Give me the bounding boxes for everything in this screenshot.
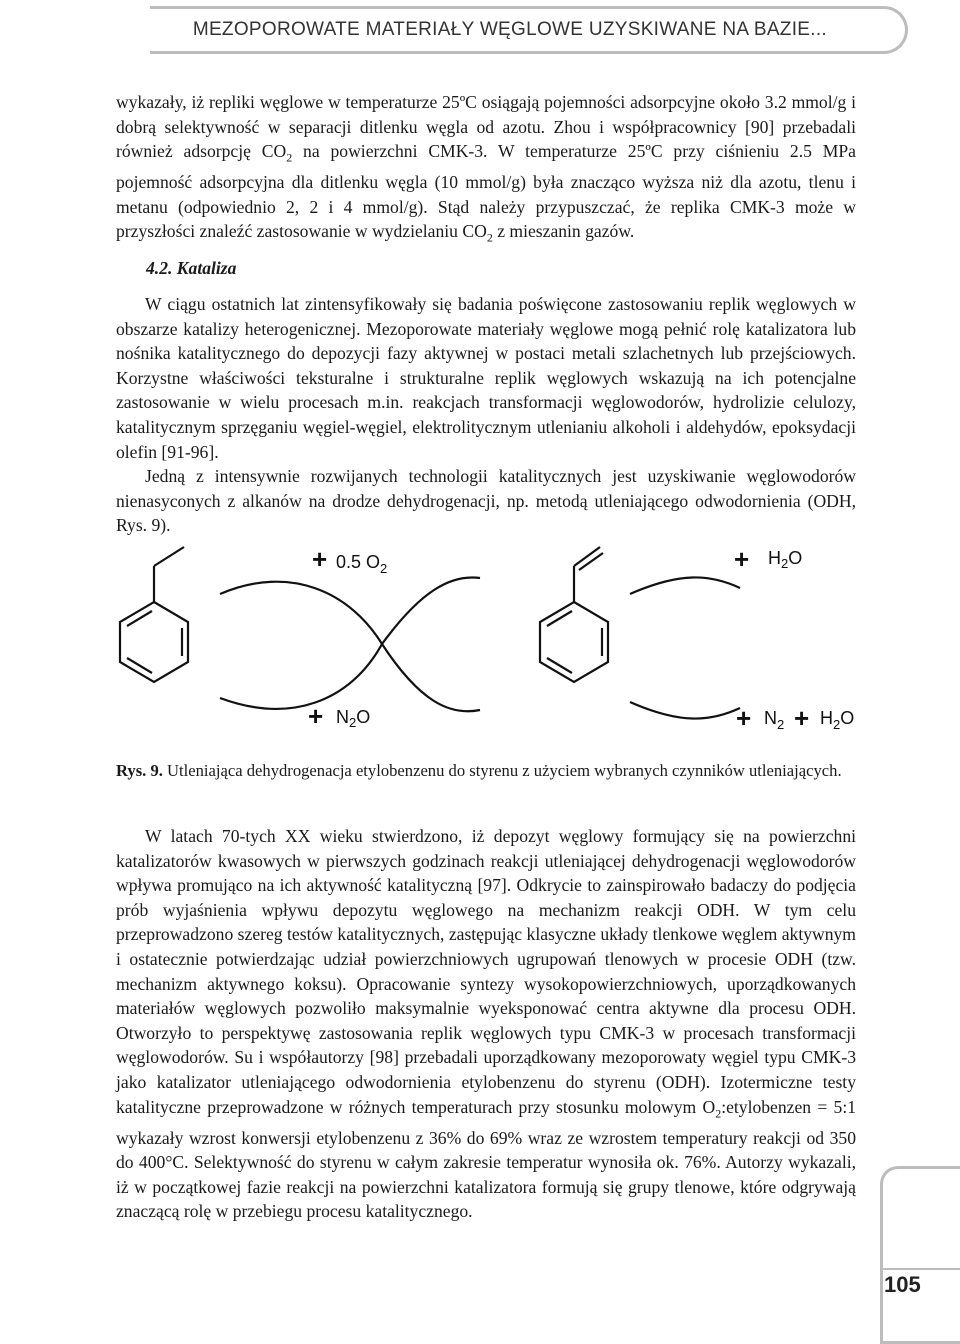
para4-text-a: W latach 70-tych XX wieku stwierdzono, iż depozyt węglowy formujący się na powierzchni katalizatorów kwasowych w pierwszych godzinach reakcji utleniającej dehydrogenacji węglowodorów wpływa promująco na ich aktywność katalityczną [97]. Odkrycie to zainspirowało badaczy do podjęcia prób wyjaśnienia wpływu depozytu węglowego na mechanizm reakcji ODH. W tym celu przeprowadzono szereg testów katalitycznych, zastępując klasyczne układy tlenkowe węglem aktywnym i ostatecznie potwierdzając udział powierzchniowych ugrupowań tlenowych w procesie ODH (tzw. mechanizm aktywnego koksu). Opracowanie syntezy wysokopowierzchniowych, uporządkowanych materiałów węglowych pozwoliło maksymalnie wyeksponować centra aktywne dla procesu ODH. Otworzyło to perspektywę zastosowania replik węglowych typu CMK-3 w procesach transformacji węglowodorów. Su i współautorzy [98] przebadali uporządkowany mezoporowaty węgiel typu CMK-3 jako katalizator utleniającego odwodornienia etylobenzenu do styrenu (ODH). Izotermiczne testy katalityczne przeprowadzone w różnych temperaturach przy stosunku molowym O	[116, 826, 856, 1117]
ethylbenzene-structure	[120, 547, 188, 682]
reaction-arrow-lower-right	[382, 644, 480, 711]
para2-text: W ciągu ostatnich lat zintensyfikowały się badania poświęcone zastosowaniu replik węglowych w obszarze katalizy heterogenicznej. Mezoporowate materiały węglowe mogą pełnić rolę katalizatora lub nośnika katalitycznego do depozycji fazy aktywnej w postaci metali szlachetnych lub przejściowych. Korzystne właściwości teksturalne i strukturalne replik węglowych wskazują na ich potencjalne zastosowanie w wielu procesach m.in. reakcjach transformacji węglowodorów, hydrolizie celulozy, katalitycznym sprzęganiu węgiel-węgiel, elektrolitycznym utlenianiu alkoholi i aldehydów, epoksydacji olefin [91-96].	[116, 294, 856, 462]
para1-text-c: z mieszanin gazów.	[492, 221, 635, 242]
plus-sign: +	[734, 544, 750, 574]
water-label: $H_2O$	[768, 548, 803, 571]
figure-caption-text: Utleniająca dehydrogenacja etylobenzenu do styrenu z użyciem wybranych czynników utleniających.	[162, 761, 842, 780]
plus-sign: +	[308, 701, 324, 731]
paragraph-catalysis	[116, 292, 856, 538]
para4-text-b: :etylobenzen = 5:1 wykazały wzrost konwersji etylobenzenu z 36% do 69% wraz ze wzrostem temperatury reakcji od 350 do 400°C. Selektywność do styrenu w całym zakresie temperatur wynosiła ok. 76%. Autorzy wykazali, iż w początkowej fazie reakcji na powierzchni katalizatora formują się grupy tlenowe, które odgrywają znaczącą rolę w przebiegu procesu katalitycznego.	[116, 1096, 856, 1222]
reaction-arrow-lower-left	[220, 644, 382, 709]
co2-subscript: 2	[286, 150, 293, 165]
section-heading: 4.2. Kataliza	[146, 258, 237, 278]
co2-subscript: 2	[486, 231, 493, 245]
water-label: $H_2O$	[820, 708, 855, 732]
reaction-arrow-upper-left	[220, 582, 382, 644]
page-number-divider	[880, 1268, 960, 1270]
styrene-structure	[540, 547, 608, 682]
nitrogen-label: $N_2$	[764, 708, 785, 732]
plus-sign: +	[794, 703, 810, 733]
figure-caption	[116, 760, 856, 782]
page-number-box	[880, 1166, 960, 1344]
running-header-title: MEZOPOROWATE MATERIAŁY WĘGLOWE UZYSKIWANE NA BAZIE...	[192, 19, 827, 40]
para1-text-a: wykazały, iż repliki węglowe w temperaturze 25ºC osiągają pojemności adsorpcyjne około 3.2 mmol/g i dobrą selektywność w separacji ditlenku węgla od azotu. Zhou i współpracownicy [90] przebadali również adsorpcję CO	[116, 92, 856, 162]
para1-text-b: na powierzchni CMK-3. W temperaturze 25ºC przy ciśnieniu 2.5 MPa pojemność adsorpcyjna dla ditlenku węgla (10 mmol/g) była znacząco wyższa niż dla azotu, tlenu i metanu (odpowiednio 2, 2 i 4 mmol/g). Stąd należy przypuszczać, że replika CMK-3 może w przyszłości znaleźć zastosowanie w wydzielaniu CO	[116, 141, 856, 242]
reaction-arrow-bottom-product	[630, 702, 740, 719]
oxidant-o2-label: 0.5 $O_2$	[336, 552, 388, 576]
figure-number: Rys. 9.	[116, 761, 163, 780]
page-number: 105	[884, 1272, 921, 1297]
paragraph-adsorption	[116, 90, 856, 251]
o2-subscript: 2	[715, 1106, 722, 1121]
para3-text: Jedną z intensywnie rozwijanych technologii katalitycznych jest uzyskiwanie węglowodorów nienasyconych z alkanów na drodze dehydrogenacji, np. metodą utleniającego odwodornienia (ODH, Rys. 9).	[116, 466, 856, 536]
reaction-scheme	[100, 532, 880, 744]
plus-sign: +	[312, 544, 328, 574]
plus-sign: +	[736, 703, 752, 733]
paragraph-odh	[116, 824, 856, 1224]
oxidant-n2o-label: $N_2O$	[336, 707, 371, 730]
running-header	[150, 6, 908, 54]
reaction-arrow-upper-right	[382, 577, 480, 644]
reaction-arrow-top-product	[630, 577, 740, 594]
